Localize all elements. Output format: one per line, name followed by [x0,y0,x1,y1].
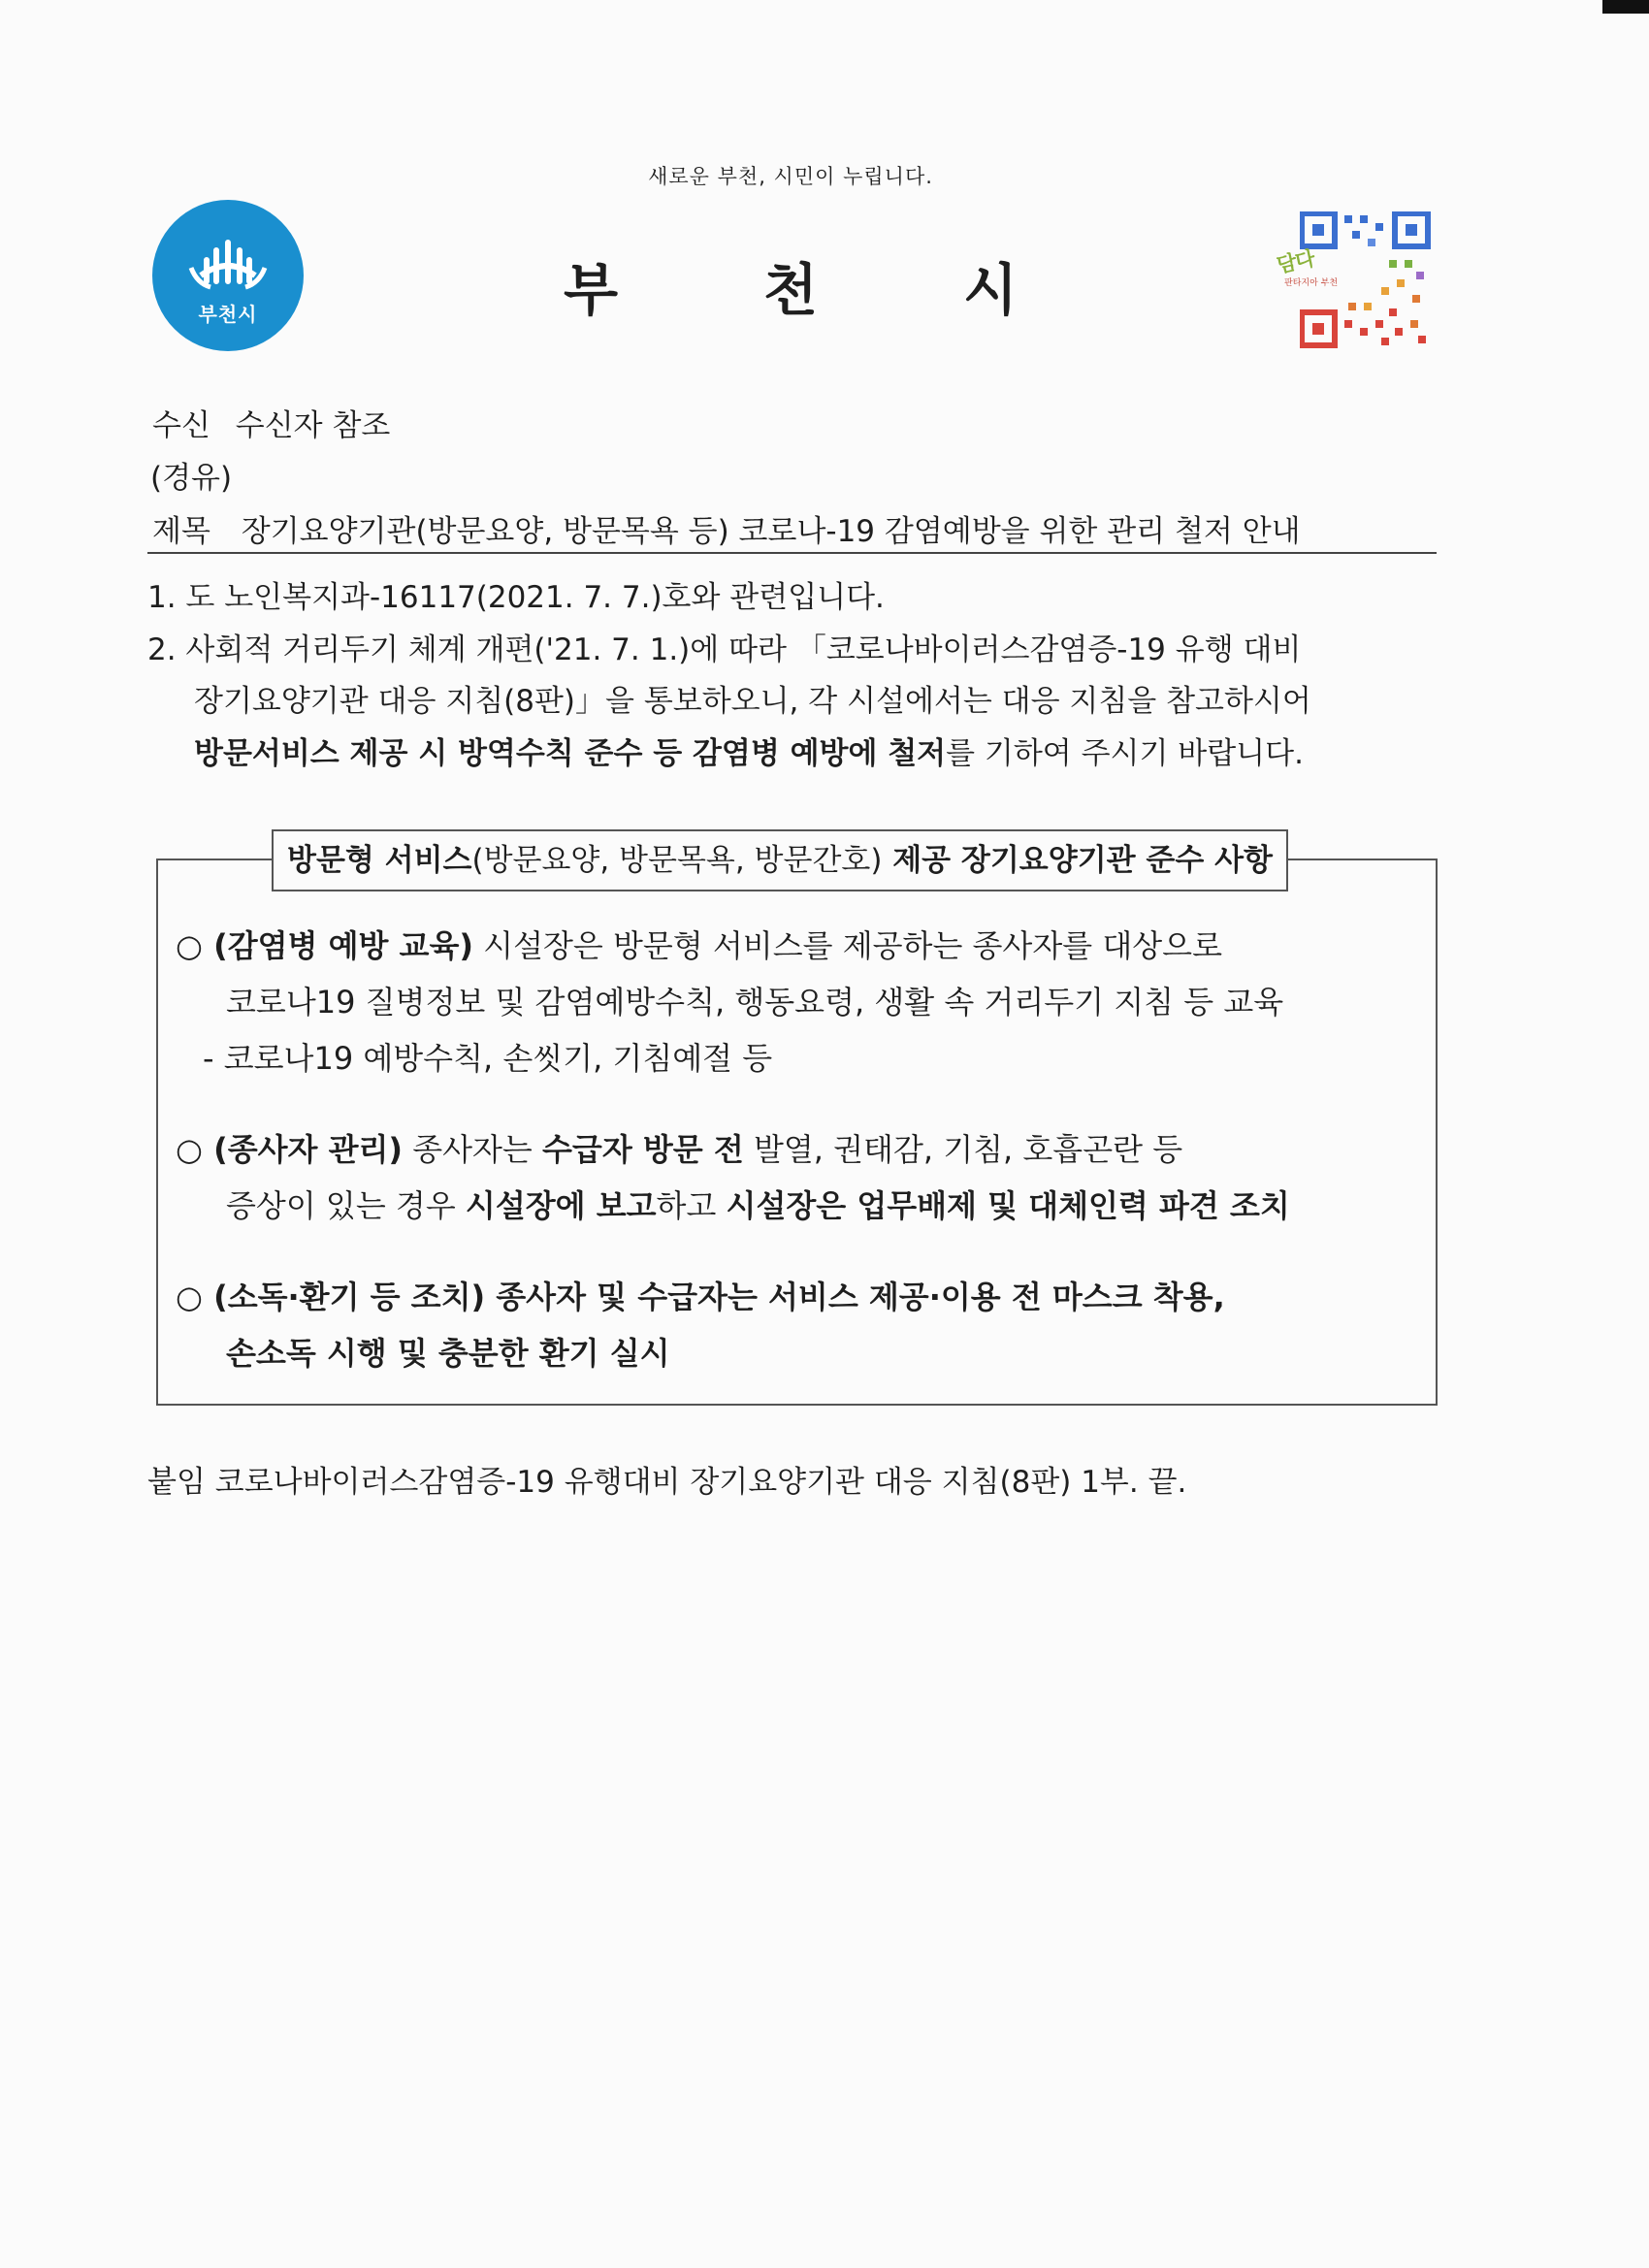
qr-logo-word: 담다 [1275,246,1316,277]
emphasis-text: 시설장은 업무배제 및 대체인력 파견 조치 [726,1187,1290,1224]
bullet-text: 종사자는 [403,1131,543,1168]
notice-bullet-1-subitem: - 코로나19 예방수칙, 손씻기, 기침예절 등 [203,1040,773,1077]
slogan: 새로운 부천, 시민이 누립니다. [648,165,933,188]
subject-value: 장기요양기관(방문요양, 방문목욕 등) 코로나-19 감염예방을 위한 관리 철저 안내 [241,514,1301,549]
body-item-1: 1. 도 노인복지과-16117(2021. 7. 7.)호와 관련입니다. [147,580,885,615]
subject-label: 제목 [152,514,210,549]
logo-text: 부천시 [198,303,258,326]
bullet-heading: ○ (감염병 예방 교육) [176,927,473,964]
body-text: 를 기하여 주시기 바랍니다. [946,736,1304,771]
notice-title-part: 제공 장기요양기관 준수 사항 [882,843,1273,878]
recipient-label: 수신 [152,408,210,443]
bullet-text: 하고 [656,1187,727,1224]
qr-logo-subtext: 판타지아 부천 [1284,278,1339,288]
notice-bullet-1 [176,922,1222,966]
body-item-2-line-3 [194,729,1304,772]
body-item-2-line-2: 장기요양기관 대응 지침(8판)」을 통보하오니, 각 시설에서는 대응 지침을 참고하시어 [194,684,1311,719]
recipient-line [152,401,390,444]
body-item-2-line-1: 2. 사회적 거리두기 체계 개편('21. 7. 1.)에 따라 「코로나바이러스감염증-19 유행 대비 [147,632,1302,667]
attachment-line: 붙임 코로나바이러스감염증-19 유행대비 장기요양기관 대응 지침(8판) 1부. 끝. [147,1465,1187,1500]
emphasis-text: 수급자 방문 전 [542,1131,744,1168]
notice-bullet-2 [176,1125,1182,1170]
notice-bullet-3: ○ (소독·환기 등 조치) 종사자 및 수급자는 서비스 제공·이용 전 마스크 착용, [176,1279,1225,1315]
bullet-heading: ○ (종사자 관리) [176,1131,404,1168]
via-label: (경유) [150,461,233,496]
notice-title-part: (방문요양, 방문목욕, 방문간호) [471,843,883,878]
bullet-text: 시설장은 방문형 서비스를 제공하는 종사자를 대상으로 [472,927,1222,964]
subject-divider [147,552,1437,554]
notice-title-part: 방문형 서비스 [287,843,472,878]
notice-bullet-1-line-2: 코로나19 질병정보 및 감염예방수칙, 행동요령, 생활 속 거리두기 지침 등 교육 [226,984,1284,1021]
notice-bullet-2-line-2 [226,1182,1290,1226]
emphasis-text: 시설장에 보고 [465,1187,657,1224]
bullet-text: 증상이 있는 경우 [226,1187,466,1224]
scan-edge-mark [1602,0,1649,14]
organization-title: 부천시 [563,257,1164,323]
notice-bullet-3-line-2: 손소독 시행 및 충분한 환기 실시 [226,1335,670,1372]
recipient-value: 수신자 참조 [235,408,391,443]
subject-line [152,506,1301,550]
notice-box-title [272,829,1288,891]
bullet-text: 발열, 권태감, 기침, 호흡곤란 등 [743,1131,1183,1168]
emphasis-text: 방문서비스 제공 시 방역수칙 준수 등 감염병 예방에 철저 [194,736,947,771]
